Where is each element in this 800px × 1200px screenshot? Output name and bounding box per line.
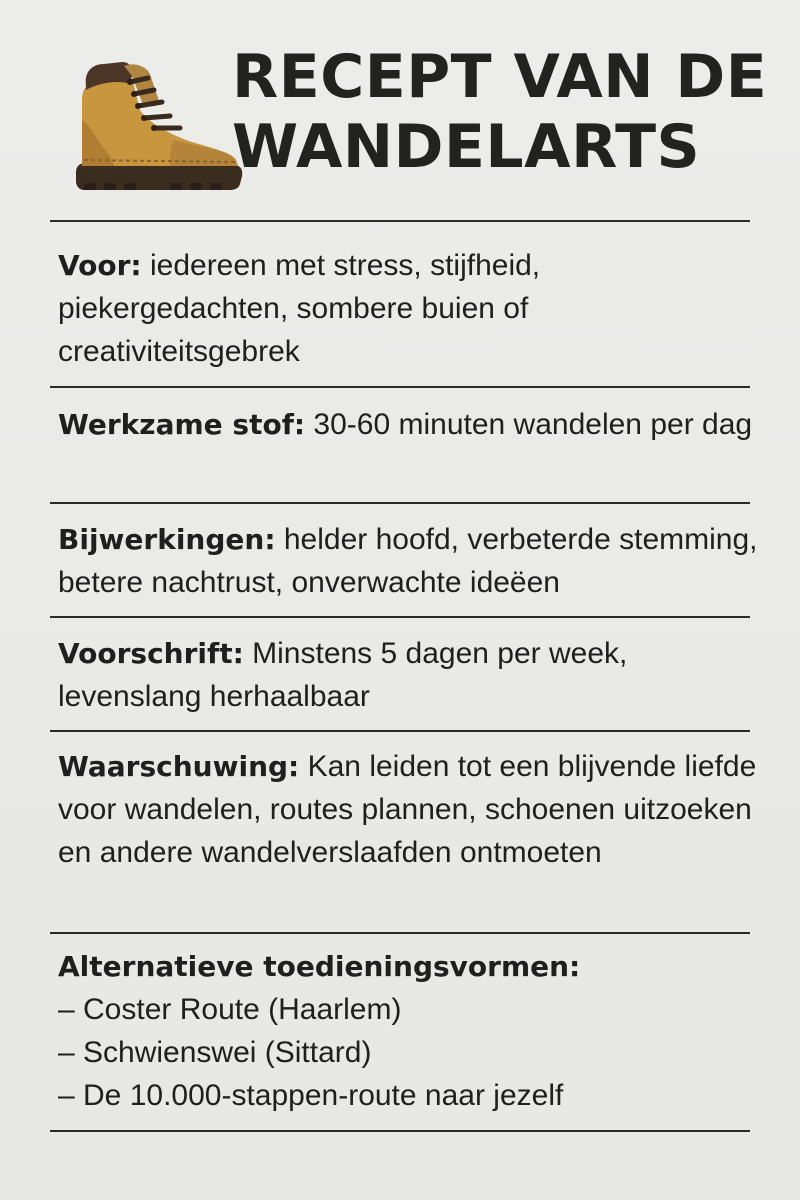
alternatives-list <box>58 988 770 1117</box>
divider <box>50 1130 750 1132</box>
section-text: helder hoofd, verbeterde stemming, betere nachtrust, onverwachte ideëen <box>58 523 758 599</box>
section-werkzame-stof <box>58 403 770 446</box>
section-text: Minstens 5 dagen per week, levenslang herhaalbaar <box>58 637 628 713</box>
list-item: – De 10.000-stappen-route naar jezelf <box>58 1079 564 1112</box>
section-label: Voor: <box>58 249 142 282</box>
section-label: Waarschuwing: <box>58 750 300 783</box>
list-item: – Schwienswei (Sittard) <box>58 1036 372 1069</box>
section-label: Alternatieve toedieningsvormen: <box>58 950 581 983</box>
section-voor <box>58 244 770 373</box>
divider <box>50 502 750 504</box>
section-text: iedereen met stress, stijfheid, piekergedachten, sombere buien of creativiteitsgebrek <box>58 249 541 368</box>
section-text: 30-60 minuten wandelen per dag <box>313 408 753 441</box>
section-bijwerkingen <box>58 518 770 604</box>
section-label: Voorschrift: <box>58 637 244 670</box>
section-alternatieven <box>58 945 770 1117</box>
divider <box>50 220 750 222</box>
divider <box>50 730 750 732</box>
section-label: Bijwerkingen: <box>58 523 276 556</box>
section-text: Kan leiden tot een blijvende liefde voor wandelen, routes plannen, schoenen uitzoeken en andere wandelverslaafden ontmoeten <box>58 750 757 869</box>
section-waarschuwing <box>58 745 770 874</box>
list-item: – Coster Route (Haarlem) <box>58 993 402 1026</box>
title-line-2: WANDELARTS <box>232 112 701 182</box>
header <box>0 0 800 222</box>
section-voorschrift <box>58 632 770 718</box>
hiking-boot-icon <box>70 60 245 195</box>
divider <box>50 932 750 934</box>
title-line-1: RECEPT VAN DE <box>232 42 768 112</box>
divider <box>50 616 750 618</box>
divider <box>50 386 750 388</box>
page-title <box>232 42 772 182</box>
section-label: Werkzame stof: <box>58 408 306 441</box>
